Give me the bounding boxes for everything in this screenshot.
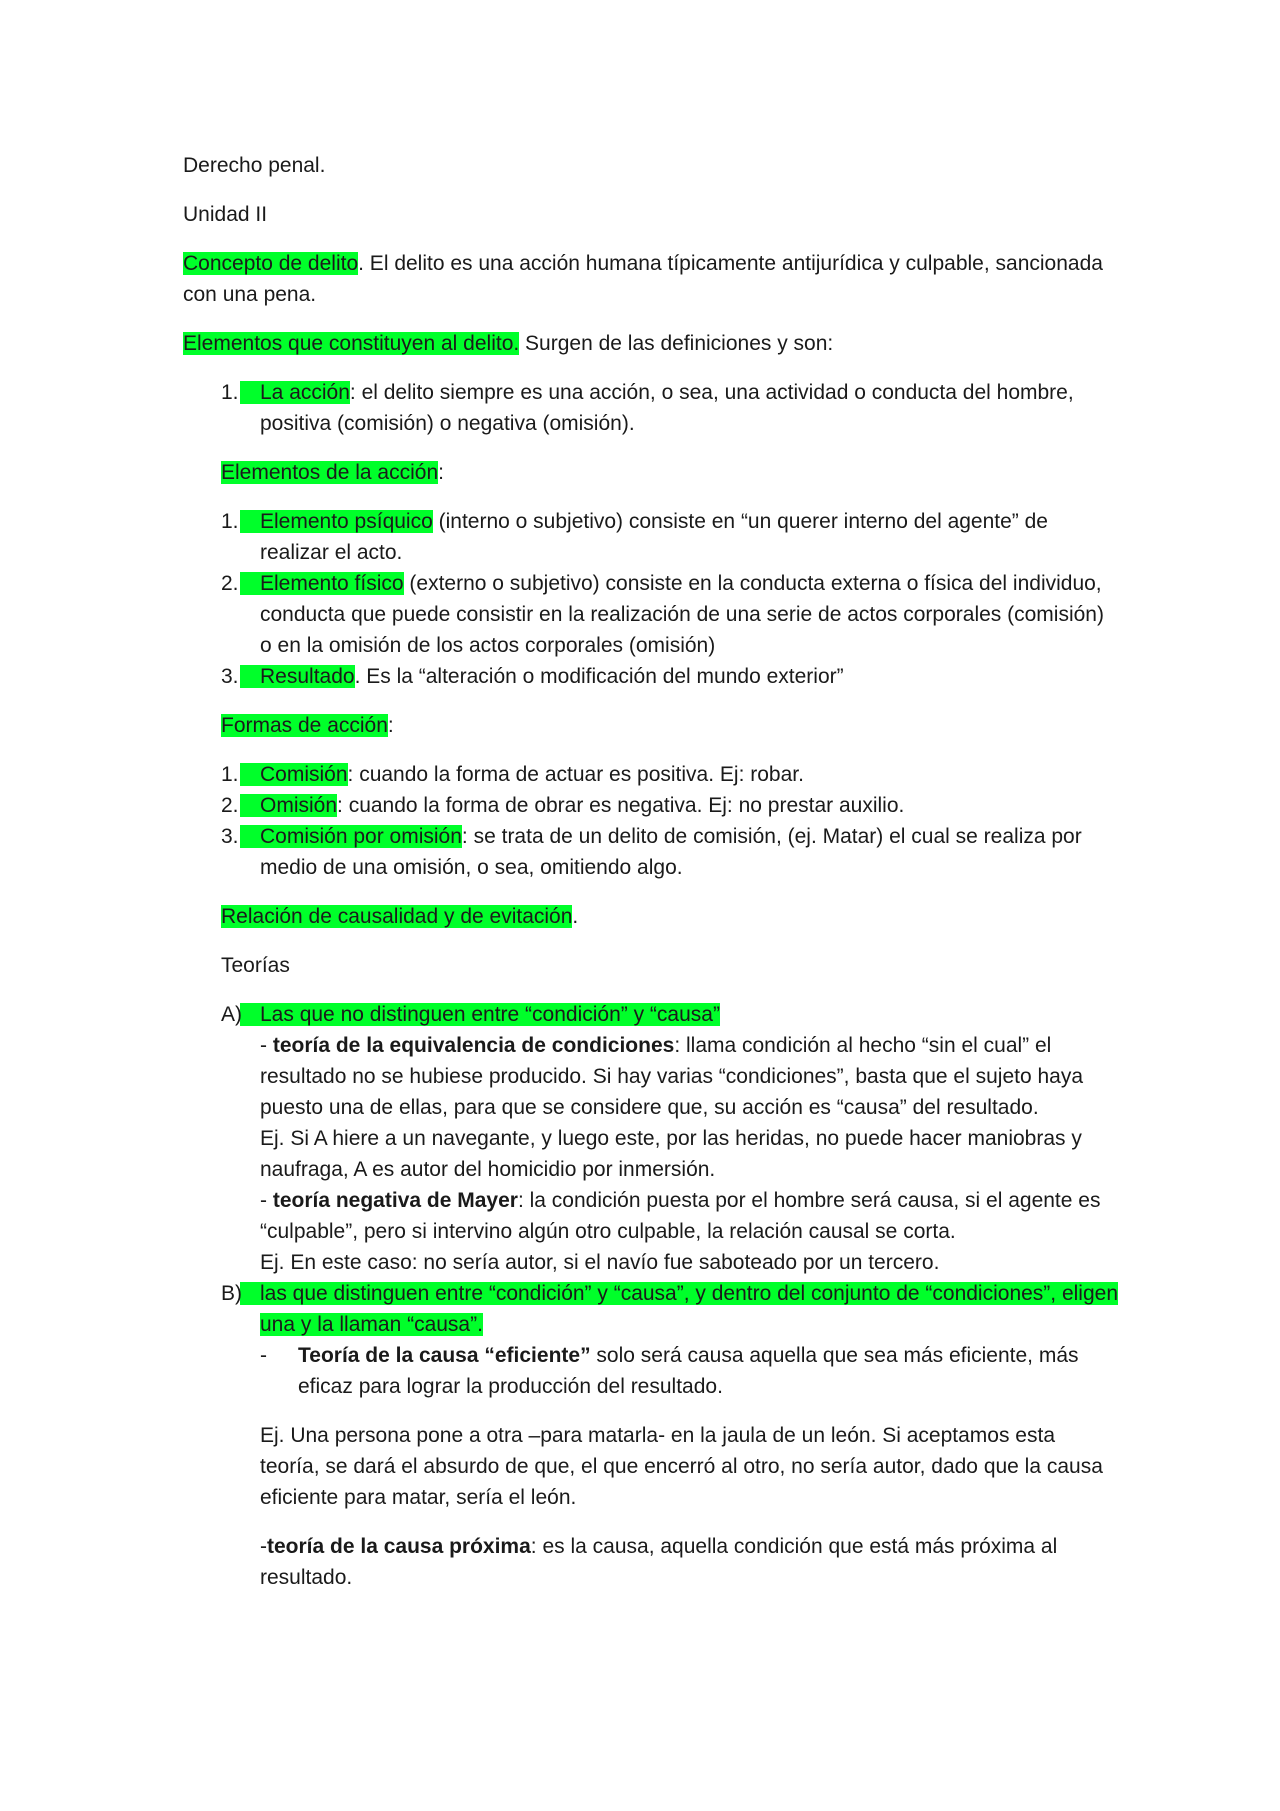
- theory-name: teoría de la equivalencia de condiciones: [272, 1034, 675, 1057]
- elementos-accion-list: [183, 506, 1118, 692]
- teoria-a-example1: Ej. Si A hiere a un navegante, y luego este, por las heridas, no puede hacer maniobras y naufraga, A es autor del homicidio por inmersión.: [260, 1127, 1082, 1181]
- list-number: 1.: [221, 510, 239, 533]
- dash-prefix: -: [260, 1189, 273, 1212]
- dash-prefix: -: [260, 1535, 267, 1558]
- item-text: : el delito siempre es una acción, o sea, una actividad o conducta del hombre, positiva (comisión) o negativa (omisión).: [260, 381, 1074, 435]
- list-number: 3.: [221, 825, 239, 848]
- formas-accion-heading: [221, 710, 1118, 741]
- teoria-b-sub1: [183, 1340, 1118, 1402]
- item-text: (interno o subjetivo) consiste en “un querer interno del agente” de realizar el acto.: [260, 510, 1048, 564]
- list-number: 1.: [221, 381, 239, 404]
- concepto-paragraph: [183, 248, 1118, 310]
- item-label: Resultado: [240, 665, 355, 688]
- item-label: Elemento físico: [240, 572, 404, 595]
- list-number: 3.: [221, 665, 239, 688]
- item-label: La acción: [240, 381, 350, 404]
- elementos-paragraph: [183, 328, 1118, 359]
- unit-heading: Unidad II: [183, 203, 268, 226]
- teoria-a-sub1: [260, 1030, 1118, 1123]
- item-label: Omisión: [240, 794, 337, 817]
- item-text: : cuando la forma de obrar es negativa. Ej: no prestar auxilio.: [337, 794, 905, 817]
- relacion-label: Relación de causalidad y de evitación: [221, 905, 573, 928]
- theory-name: teoría de la causa próxima: [267, 1535, 531, 1558]
- list-item: [183, 506, 1118, 568]
- teoria-b-sub2: [183, 1531, 1118, 1593]
- list-number: 1.: [221, 763, 239, 786]
- item-label: Comisión: [240, 763, 348, 786]
- item-text: : cuando la forma de actuar es positiva. Ej: robar.: [347, 763, 804, 786]
- teoria-b-item: [183, 1278, 1118, 1340]
- theory-text: : llama condición al hecho “sin el cual” el resultado no se hubiese producido. Si hay varias “condiciones”, basta que el sujeto haya puesto una de ellas, para que se considere que, su acción es “causa” del resultado.: [260, 1034, 1084, 1119]
- theory-text: solo será causa aquella que sea más eficiente, más eficaz para lograr la producción del resultado.: [298, 1344, 1079, 1398]
- theory-name: Teoría de la causa “eficiente”: [298, 1344, 591, 1367]
- teorias-list: [183, 999, 1118, 1340]
- dash-prefix: -: [260, 1034, 273, 1057]
- concepto-label: Concepto de delito: [183, 252, 359, 275]
- doc-title: Derecho penal.: [183, 154, 326, 177]
- teoria-a-label: Las que no distinguen entre “condición” y “causa”: [240, 1003, 720, 1026]
- heading-suffix: :: [438, 461, 444, 484]
- item-label: Comisión por omisión: [240, 825, 462, 848]
- list-item: [183, 790, 1118, 821]
- teoria-a-item: [183, 999, 1118, 1278]
- list-letter: B): [221, 1282, 242, 1305]
- theory-text: : la condición puesta por el hombre será causa, si el agente es “culpable”, pero si intervino algún otro culpable, la relación causal se corta.: [260, 1189, 1101, 1243]
- elementos-accion-label: Elementos de la acción: [221, 461, 439, 484]
- dash-bullet: -: [260, 1344, 267, 1367]
- list-number: 2.: [221, 794, 239, 817]
- heading-suffix: .: [572, 905, 579, 928]
- formas-accion-label: Formas de acción: [221, 714, 388, 737]
- theory-text: : es la causa, aquella condición que está más próxima al resultado.: [260, 1535, 1058, 1589]
- list-item: [183, 821, 1118, 883]
- list-item: [183, 377, 1118, 439]
- elementos-accion-heading: [221, 457, 1118, 488]
- document-page: [183, 150, 1118, 1611]
- relacion-heading: [221, 901, 1118, 932]
- teoria-b-example1: Ej. Una persona pone a otra –para matarla- en la jaula de un león. Si aceptamos esta teoría, se dará el absurdo de que, el que encerró al otro, no sería autor, dado que la causa eficiente para matar, sería el león.: [260, 1424, 1103, 1509]
- item-text: : se trata de un delito de comisión, (ej. Matar) el cual se realiza por medio de una omisión, o sea, omitiendo algo.: [260, 825, 1082, 879]
- concepto-text: . El delito es una acción humana típicamente antijurídica y culpable, sancionada con una pena.: [183, 252, 1103, 306]
- item-text: (externo o subjetivo) consiste en la conducta externa o física del individuo, conducta que puede consistir en la realización de una serie de actos corporales (comisión) o en la omisión de los actos corporales (omisión): [260, 572, 1104, 657]
- formas-accion-list: [183, 759, 1118, 883]
- elementos-label: Elementos que constituyen al delito.: [183, 332, 520, 355]
- teoria-a-sub2: [260, 1185, 1118, 1247]
- teorias-heading: Teorías: [221, 954, 290, 977]
- item-label: Elemento psíquico: [240, 510, 433, 533]
- elementos-text: Surgen de las definiciones y son:: [519, 332, 834, 355]
- list-item: [183, 661, 1118, 692]
- teoria-b-label: las que distinguen entre “condición” y “causa”, y dentro del conjunto de “condiciones”, eligen una y la llaman “causa”.: [240, 1282, 1118, 1336]
- list-item: [183, 568, 1118, 661]
- list-number: 2.: [221, 572, 239, 595]
- list-item: [183, 759, 1118, 790]
- theory-name: teoría negativa de Mayer: [272, 1189, 518, 1212]
- elementos-list: [183, 377, 1118, 439]
- teoria-a-example2: Ej. En este caso: no sería autor, si el navío fue saboteado por un tercero.: [260, 1251, 940, 1274]
- list-letter: A): [221, 1003, 242, 1026]
- heading-suffix: :: [387, 714, 394, 737]
- item-text: . Es la “alteración o modificación del mundo exterior”: [354, 665, 844, 688]
